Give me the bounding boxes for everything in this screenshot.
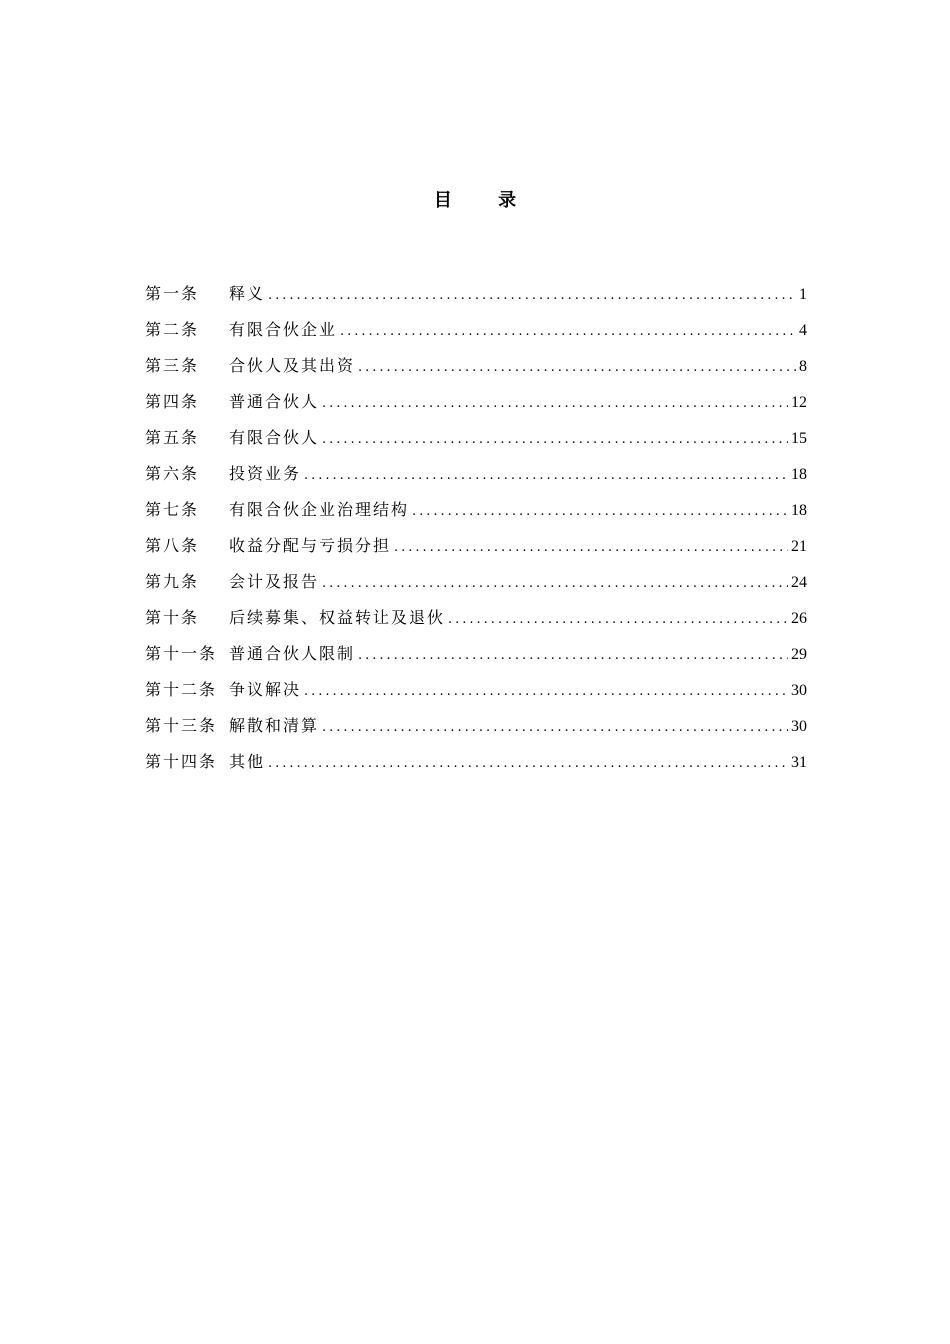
toc-entry-page: 21: [791, 538, 807, 555]
toc-entry-page: 24: [791, 574, 807, 591]
toc-entry[interactable]: [145, 462, 807, 498]
toc-entry[interactable]: [145, 498, 807, 534]
toc-entry-number: 第六条: [145, 464, 200, 483]
toc-entry-title: 有限合伙企业: [229, 320, 338, 339]
toc-entry[interactable]: [145, 534, 807, 570]
toc-dot-leader: [322, 716, 788, 740]
toc-entry-page: 12: [791, 394, 807, 411]
toc-entry-number: 第三条: [145, 356, 200, 375]
toc-entry-number: 第十二条: [145, 680, 218, 699]
toc-entry-title: 解散和清算: [229, 716, 320, 735]
toc-dot-leader: [340, 320, 796, 344]
toc-entry-page: 29: [791, 646, 807, 663]
toc-entry-number: 第八条: [145, 536, 200, 555]
toc-entry-title: 争议解决: [229, 680, 302, 699]
toc-entry-title: 释义: [229, 284, 266, 303]
toc-entry-page: 15: [791, 430, 807, 447]
toc-entry-number: 第十三条: [145, 716, 218, 735]
toc-entry-page: 18: [791, 466, 807, 483]
toc-entry-title: 普通合伙人限制: [229, 644, 356, 663]
toc-entry[interactable]: [145, 714, 807, 750]
toc-heading: 目 录: [433, 190, 537, 211]
toc-entry-title: 其他: [229, 752, 266, 771]
toc-entry[interactable]: [145, 570, 807, 606]
toc-entry-title: 后续募集、权益转让及退伙: [229, 608, 446, 627]
toc-entry-title: 合伙人及其出资: [229, 356, 356, 375]
toc-entry-number: 第四条: [145, 392, 200, 411]
toc-entry[interactable]: [145, 642, 807, 678]
toc-dot-leader: [358, 644, 788, 668]
toc-list: [145, 282, 807, 786]
toc-dot-leader: [322, 572, 788, 596]
toc-entry-page: 1: [799, 286, 807, 303]
toc-entry[interactable]: [145, 318, 807, 354]
toc-entry-page: 18: [791, 502, 807, 519]
toc-entry-number: 第九条: [145, 572, 200, 591]
toc-dot-leader: [268, 284, 796, 308]
toc-entry-title: 收益分配与亏损分担: [229, 536, 392, 555]
toc-entry[interactable]: [145, 750, 807, 786]
toc-entry-page: 4: [799, 322, 807, 339]
toc-entry-number: 第二条: [145, 320, 200, 339]
toc-entry[interactable]: [145, 426, 807, 462]
toc-entry[interactable]: [145, 354, 807, 390]
toc-entry[interactable]: [145, 282, 807, 318]
toc-dot-leader: [412, 500, 788, 524]
toc-entry-page: 30: [791, 682, 807, 699]
toc-dot-leader: [304, 680, 788, 704]
toc-entry-page: 30: [791, 718, 807, 735]
toc-entry-page: 8: [799, 358, 807, 375]
toc-entry-title: 有限合伙企业治理结构: [229, 500, 410, 519]
toc-entry[interactable]: [145, 606, 807, 642]
toc-dot-leader: [322, 392, 788, 416]
toc-dot-leader: [268, 752, 788, 776]
toc-entry[interactable]: [145, 390, 807, 426]
toc-entry-page: 31: [791, 754, 807, 771]
toc-entry-title: 投资业务: [229, 464, 302, 483]
toc-entry-number: 第七条: [145, 500, 200, 519]
toc-dot-leader: [448, 608, 788, 632]
toc-entry-title: 有限合伙人: [229, 428, 320, 447]
toc-dot-leader: [304, 464, 788, 488]
toc-entry-number: 第五条: [145, 428, 200, 447]
toc-dot-leader: [358, 356, 796, 380]
toc-entry-number: 第十一条: [145, 644, 218, 663]
toc-dot-leader: [322, 428, 788, 452]
toc-entry[interactable]: [145, 678, 807, 714]
toc-entry-number: 第十条: [145, 608, 200, 627]
toc-entry-page: 26: [791, 610, 807, 627]
toc-entry-number: 第一条: [145, 284, 200, 303]
toc-entry-number: 第十四条: [145, 752, 218, 771]
toc-dot-leader: [394, 536, 788, 560]
toc-entry-title: 会计及报告: [229, 572, 320, 591]
toc-entry-title: 普通合伙人: [229, 392, 320, 411]
